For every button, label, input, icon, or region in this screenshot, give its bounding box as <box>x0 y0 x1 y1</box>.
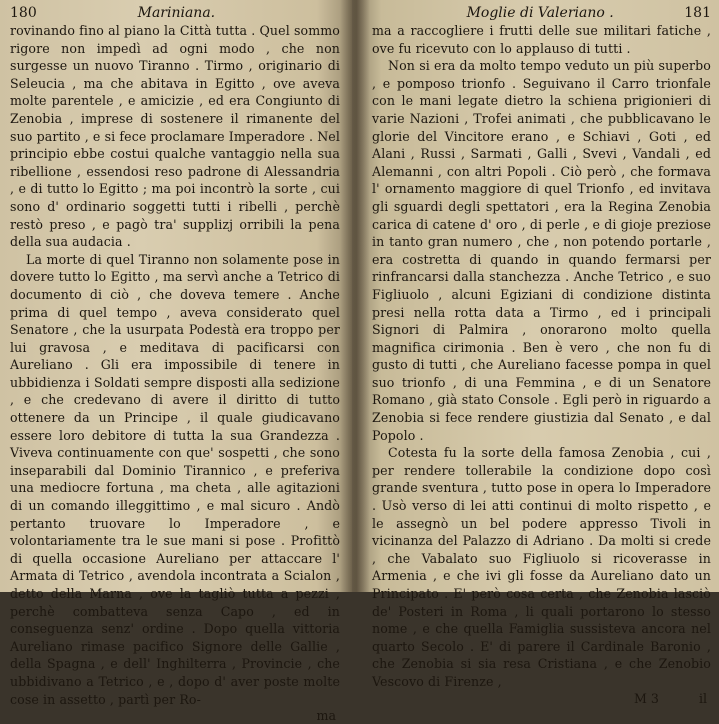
right-running-head: Moglie di Valeriano . <box>466 5 614 21</box>
right-page-header <box>372 4 711 22</box>
right-catchword-row <box>372 691 711 707</box>
left-page-text <box>10 22 340 708</box>
right-catchword: il <box>698 690 707 706</box>
left-catchword: ma <box>316 708 336 724</box>
left-running-head: Mariniana. <box>137 5 216 21</box>
left-paragraph-1: rovinando fino al piano la Città tutta . Quel sommo rigore non impedì ad ogni modo , che non surgesse un nuovo Tiranno . Tirmo , originario di Seleucia , ma che abitava in Egitto , ove aveva molte parentele , e amicizie , ed era Congiunto di Zenobia , imprese di sostenere il rimanente del suo partito , e si fece proclamare Imperadore . Nel principio ebbe costui qualche vantaggio nella sua ribellione , essendosi reso padrone di Alessandria , e di tutto lo Egitto ; ma poi incontrò la sorte , cui sono d' ordinario soggetti tutti i ribelli , perchè restò preso , e pagò tra' supplizj orribili la pena della sua audacia . <box>10 23 340 250</box>
right-folio: 181 <box>684 5 711 21</box>
left-page-header <box>10 4 340 22</box>
right-paragraph-2: Non si era da molto tempo veduto un più superbo , e pomposo trionfo . Seguivano il Carro trionfale con le mani legate dietro la schiena prigionieri di varie Nazioni , Trofei animati , che pubblicavano le glorie del Vincitore erano , e Schiavi , Goti , ed Alani , Russi , Sarmati , Galli , Svevi , Vandali , ed Alemanni , con altri Popoli . Ciò però , che formava l' ornamento maggiore di quel Trionfo , ed invitava gli sguardi degli spettatori , era la Regina Zenobia carica di catene d' oro , di perle , e di gioje preziose in tanto gran numero , che , non potendo portarle , era costretta di quando in quando fermarsi per rinfrancarsi dalla stanchezza . Anche Tetrico , e suo Figliuolo , alcuni Egiziani di condizione distinta presi nella rotta data a Tirmo , ed i principali Signori di Palmira , onorarono molto quella magnifica cirimonia . Ben è vero , che non fu di gusto di tutti , che Aureliano facesse pompa in quel suo trionfo , di una Femmina , e di un Senatore Romano , già stato Console . Egli però in riguardo a Zenobia si fece rendere giustizia dal Senato , e dal Popolo . <box>372 58 711 443</box>
left-paragraph-2: La morte di quel Tiranno non solamente pose in dovere tutto lo Egitto , ma servì anche a Tetrico di documento di ciò , che doveva temere . Anche prima di quel tempo , aveva considerato quel Senatore , che la usurpata Podestà era troppo per lui gravosa , e meditava di pacificarsi con Aureliano . Gli era impossibile di tenere in ubbidienza i Soldati sempre disposti alla sedizione , e che credevano di avere il diritto di tutto ottenere da un Principe , il quale giudicavano essere loro debitore di tutta la sua Grandezza . Viveva continuamente con que' sospetti , che sono inseparabili dal Dominio Tirannico , e preferiva una mediocre fortuna , ma cheta , alle agitazioni di un comando illeggittimo , e mal sicuro . Andò pertanto truovare lo Imperadore , e volontariamente tra le sue mani si pose . Profittò di quella occasione Aureliano per attaccare l' Armata di Tetrico , avendola incontrata a Scialon , detto della Marna , ove la tagliò tutta a pezzi , perchè combatteva senza Capo , ed in conseguenza senz' ordine . Dopo quella vittoria Aureliano rimase pacifico Signore delle Gallie , della Spagna , e dell' Inghilterra , Provincie , che ubbidivano a Tetrico , e , dopo d' aver poste molte cose in assetto , partì per Ro- <box>10 251 340 707</box>
right-paragraph-3: Cotesta fu la sorte della famosa Zenobia , cui , per rendere tollerabile la condizione dopo così grande sventura , tutto pose in opera lo Imperadore . Usò verso di lei atti continui di molto rispetto , e le assegnò un bel podere appresso Tivoli in vicinanza del Palazzo di Adriano . Da molti si crede , che Vabalato suo Figliuolo si ricoverasse in Armenia , e che ivi gli fosse da Aureliano dato un Principato . E' però cosa certa , che Zenobia lasciò de' Posteri in Roma , li quali portarono lo stesso nome , e che quella Famiglia sussisteva ancora nel quarto Secolo . E' di parere il Cardinale Baronio , che Zenobia si sia resa Cristiana , e che Zenobio Vescovo di Firenze , <box>372 445 711 689</box>
left-folio: 180 <box>10 5 37 21</box>
right-paragraph-1: ma a raccogliere i frutti delle sue militari fatiche , ove fu ricevuto con lo applauso di tutti . <box>372 23 711 56</box>
left-catchword-row <box>10 708 340 724</box>
right-signature-mark: M 3 <box>634 690 659 706</box>
left-page <box>0 0 352 724</box>
right-page <box>352 0 719 706</box>
right-page-text <box>372 22 711 691</box>
